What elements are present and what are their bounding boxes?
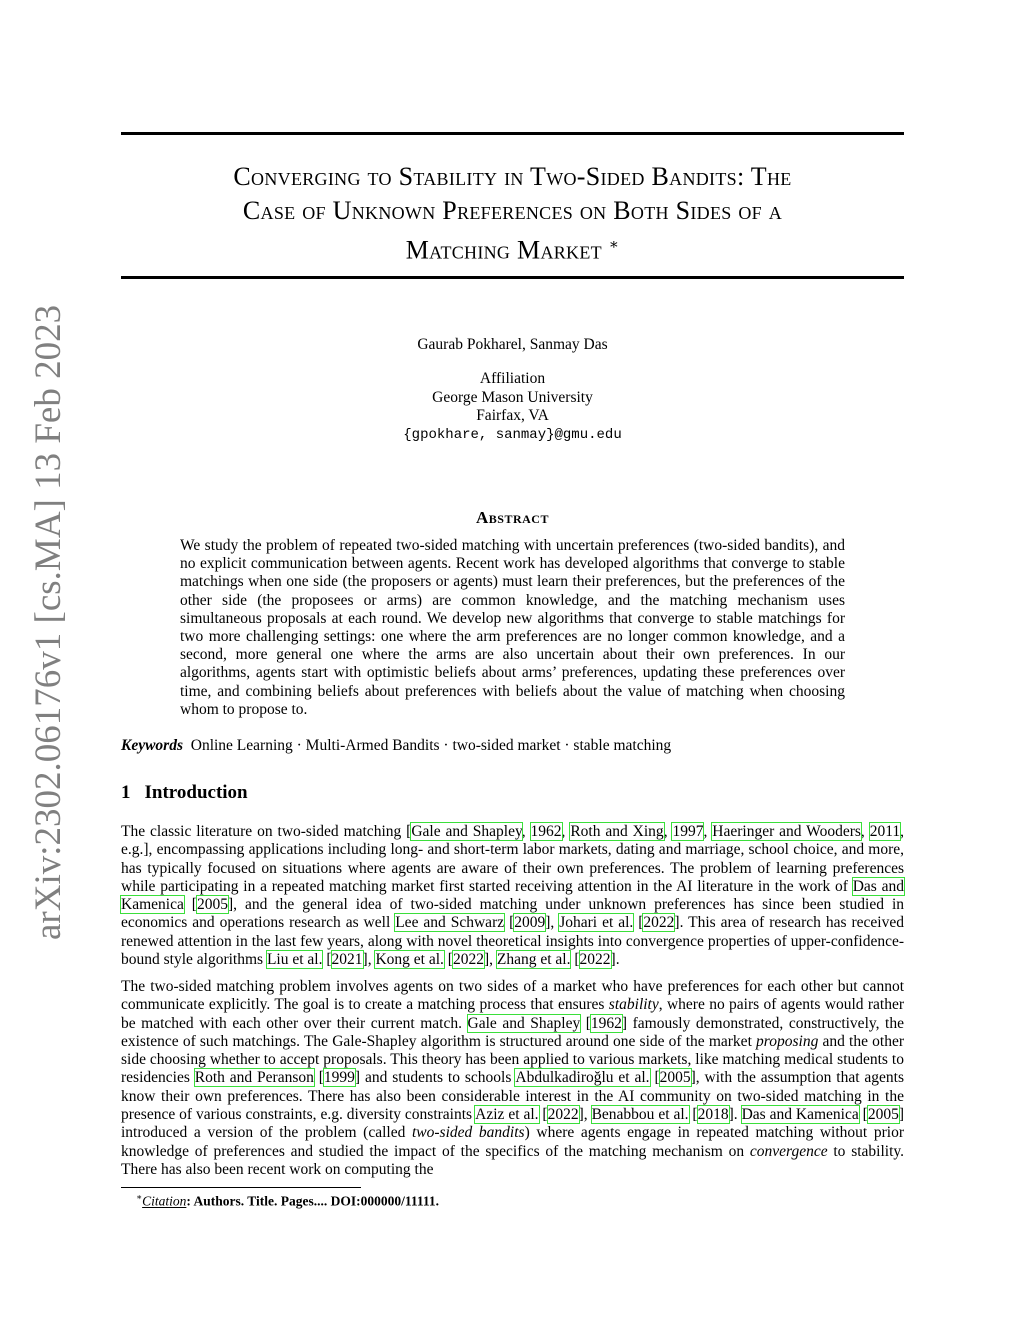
abstract-heading: Abstract (476, 508, 549, 527)
citation-year-link[interactable]: 2018 (697, 1106, 729, 1124)
citation-year-link[interactable]: 2009 (514, 914, 546, 932)
affiliation-university: George Mason University (432, 388, 593, 406)
citation-link[interactable]: Haeringer and Wooders (712, 823, 861, 840)
keywords-text: Online Learning · Multi-Armed Bandits · two-sided market · stable matching (190, 737, 672, 754)
citation-year-link[interactable]: 2021 (331, 951, 363, 969)
citation-link[interactable]: Das and Kamenica (121, 877, 904, 914)
footnote (136, 1192, 439, 1210)
footnote-mark: ∗ (136, 1192, 143, 1202)
footnote-label: Citation (142, 1193, 187, 1209)
footnote-rule (121, 1187, 361, 1188)
citation-link[interactable]: Gale and Shapley (411, 823, 522, 840)
intro-paragraph-1: The classic literature on two-sided matching [Gale and Shapley, 1962, Roth and Xing, 1997, Haeringer and Wooders, 2011, e.g.], encompassing applications including long- and short-term labor markets, dating and marriage, school choice, and more, has typically focused on situations where agents are aware of their own preferences. The problem of learning preferences while participating in a repeated matching market first started receiving attention in the AI literature in the work of Das and Kamenica [2005], and the general idea of two-sided matching under unknown preferences has since been studied in economics and operations research as well Lee and Schwarz [2009], Johari et al. [2022]. This area of research has received renewed attention in the last few years, along with novel theoretical insights into convergence properties of upper-confidence-bound style algorithms Liu et al. [2021], Kong et al. [2022], Zhang et al. [2022]. (121, 823, 904, 969)
citation-link[interactable]: Benabbou et al. (591, 1106, 689, 1124)
citation-link[interactable]: Lee and Schwarz (395, 914, 505, 932)
authors: Gaurab Pokharel, Sanmay Das (417, 336, 608, 353)
affiliation-label: Affiliation (479, 370, 546, 387)
title-line-1: Converging to Stability in Two-Sided Bandits: The (233, 162, 792, 191)
keywords-line (121, 737, 904, 755)
keywords-label: Keywords (121, 737, 183, 754)
citation-year-link[interactable]: 1962 (590, 1014, 622, 1032)
section-number: 1 (121, 782, 131, 803)
affiliation-block (121, 370, 904, 444)
citation-year-link[interactable]: 2011 (869, 823, 901, 840)
citation-year-link[interactable]: 2022 (579, 951, 611, 969)
abstract-text: We study the problem of repeated two-sided matching with uncertain preferences (two-sided bandits), and no explicit communication between agents. Recent work has developed algorithms that converge to stable matchings when one side (the proposers or agents) must learn their preferences, but the preferences of the other side (the proposees or arms) are common knowledge, and the matching mechanism uses simultaneous proposals at each round. We develop new algorithms that converge to stable matchings for two more challenging settings: one where the arm preferences are no longer common knowledge, and a second, more general one where the arms are also uncertain about their own preferences. In our algorithms, agents start with optimistic beliefs about arms’ preferences, updating these preferences over time, and combining beliefs about preferences with beliefs about the value of matching when choosing whom to propose to. (180, 537, 845, 718)
citation-link[interactable]: Roth and Xing (570, 823, 664, 840)
author-email: {gpokhare, sanmay}@gmu.edu (403, 426, 622, 443)
citation-year-link[interactable]: 1999 (323, 1069, 355, 1087)
citation-year-link[interactable]: 2005 (196, 896, 228, 914)
title-line-2: Case of Unknown Preferences on Both Sides of a (242, 196, 783, 225)
citation-link[interactable]: Kong et al. (375, 951, 444, 969)
citation-link[interactable]: Roth and Peranson (194, 1069, 314, 1087)
citation-link[interactable]: Abdulkadiroğlu et al. (515, 1069, 650, 1087)
title-line-3: Matching Market ∗ (405, 235, 620, 265)
title-top-rule (121, 132, 904, 135)
citation-link[interactable]: Aziz et al. (475, 1106, 539, 1124)
citation-year-link[interactable]: 2005 (867, 1106, 899, 1124)
citation-link[interactable]: Zhang et al. (496, 951, 571, 969)
citation-link[interactable]: Das and Kamenica (741, 1106, 859, 1124)
intro-paragraph-2: The two-sided matching problem involves agents on two sides of a market who have preferences for each other but cannot communicate explicitly. The goal is to create a matching process that ensures stability, where no pairs of agents would rather be matched with each other over their current match. Gale and Shapley [1962] famously demonstrated, constructively, the existence of such matchings. The Gale-Shapley algorithm is structured around one side of the market proposing and the other side choosing whether to accept proposals. This theory has been applied to various markets, like matching medical students to residencies Roth and Peranson [1999] and students to schools Abdulkadiroğlu et al. [2005], with the assumption that agents know their own preferences. There has also been considerable interest in the AI community on two-sided matching in the presence of various constraints, e.g. diversity constraints Aziz et al. [2022], Benabbou et al. [2018]. Das and Kamenica [2005] introduced a version of the problem (called two-sided bandits) where agents engage in repeated matching without prior knowledge of preferences and studied the impact of the specifics of the matching mechanism on convergence to stability. There has also been recent work on computing the (121, 978, 905, 1178)
title-footnote-mark: ∗ (608, 237, 620, 253)
section-title: Introduction (144, 782, 248, 803)
citation-link[interactable]: Liu et al. (266, 951, 323, 969)
citation-year-link[interactable]: 2022 (643, 914, 675, 932)
title-bottom-rule (121, 276, 904, 279)
citation-year-link[interactable]: 2022 (452, 951, 484, 969)
section-heading (121, 782, 248, 804)
citation-year-link[interactable]: 2005 (659, 1069, 691, 1087)
citation-link[interactable]: Johari et al. (559, 914, 634, 932)
citation-link[interactable]: Gale and Shapley (467, 1014, 581, 1032)
citation-year-link[interactable]: 1962 (530, 823, 562, 840)
arxiv-identifier-stamp: arXiv:2302.06176v1 [cs.MA] 13 Feb 2023 (28, 304, 69, 940)
footnote-text: : Authors. Title. Pages.... DOI:000000/11111. (186, 1193, 440, 1209)
citation-year-link[interactable]: 2022 (547, 1106, 579, 1124)
paper-title (121, 160, 904, 268)
citation-year-link[interactable]: 1997 (672, 823, 704, 840)
affiliation-location: Fairfax, VA (476, 407, 549, 424)
